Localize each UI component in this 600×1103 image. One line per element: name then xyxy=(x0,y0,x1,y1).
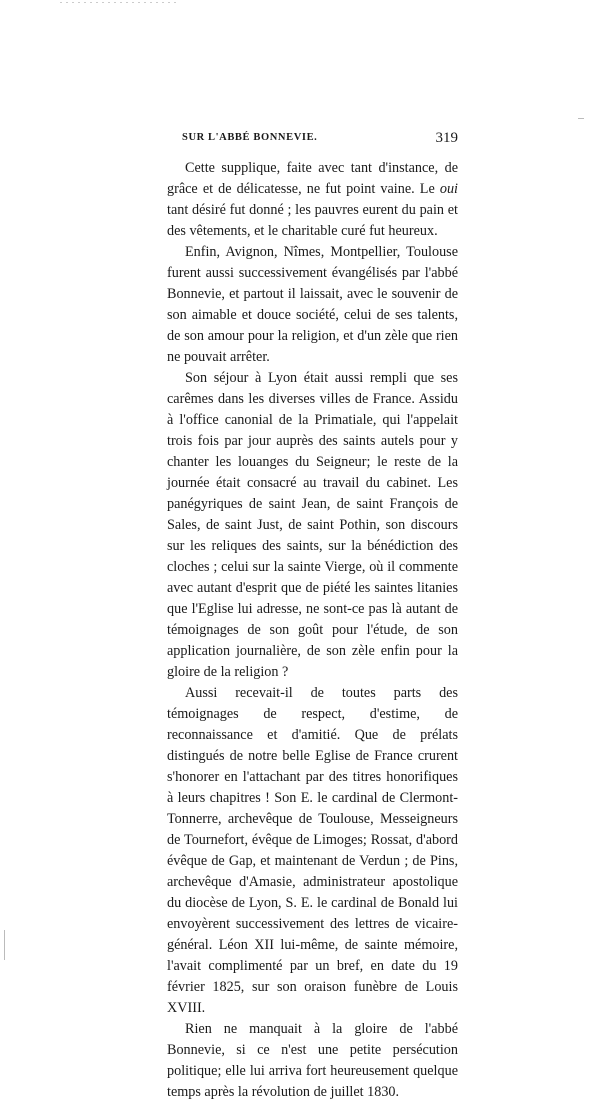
page-number: 319 xyxy=(435,130,458,146)
left-edge-mark xyxy=(4,930,5,960)
paragraph-4: Aussi recevait-il de toutes parts des témoignages de respect, d'estime, de reconnaissance et d'amitié. Que de prélats distingués de notre belle Eglise de France crurent s'honorer en l'attachant par des titres honorifiques à leurs chapitres ! Son E. le cardinal de Clermont-Tonnerre, archevêque de Toulouse, Messeigneurs de Tournefort, évêque de Limoges; Rossat, d'abord évêque de Gap, et maintenant de Verdun ; de Pins, archevêque d'Amasie, administrateur apostolique du diocèse de Lyon, S. E. le cardinal de Bonald lui envoyèrent successivement des lettres de vicaire-général. Léon XII lui-même, de sainte mémoire, l'avait complimenté par un bref, en date du 19 février 1825, sur son oraison funèbre de Louis XVIII. xyxy=(167,685,458,1016)
paragraph-1 xyxy=(167,158,458,242)
paragraph-1-emphasis: oui xyxy=(439,181,458,197)
paragraph-1-before: Cette supplique, faite avec tant d'instance, de grâce et de délicatesse, ne fut point vaine. Le xyxy=(167,160,458,197)
paragraph-5: Rien ne manquait à la gloire de l'abbé Bonnevie, si ce n'est une petite persécution politique; elle lui arriva fort heureusement quelque temps après la révolution de juillet 1830. xyxy=(167,1021,458,1100)
running-title: SUR L'ABBÉ BONNEVIE. xyxy=(182,132,318,143)
right-edge-mark xyxy=(578,118,584,119)
paragraph-1-after: tant désiré fut donné ; les pauvres eurent du pain et des vêtements, et le charitable curé fut heureux. xyxy=(167,202,458,239)
paragraph-2: Enfin, Avignon, Nîmes, Montpellier, Toulouse furent aussi successivement évangélisés par l'abbé Bonnevie, et partout il laissait, avec le souvenir de son aimable et douce société, celui de ses talents, de son amour pour la religion, et d'un zèle que rien ne pouvait arrêter. xyxy=(167,244,458,365)
page-header xyxy=(160,132,458,148)
body-text xyxy=(167,158,458,1103)
top-edge-marks xyxy=(60,2,180,3)
paragraph-3: Son séjour à Lyon était aussi rempli que ses carêmes dans les diverses villes de France. Assidu à l'office canonial de la Primatiale, qui l'appelait trois fois par jour auprès des saints autels pour y chanter les louanges du Seigneur; le reste de la journée était consacré au travail du cabinet. Les panégyriques de saint Jean, de saint François de Sales, de saint Just, de saint Pothin, son discours sur les reliques des saints, sur la bénédiction des cloches ; celui sur la sainte Vierge, où il commente avec autant d'esprit que de piété les saintes litanies que l'Eglise lui adresse, ne sont-ce pas là autant de témoignages de son goût pour l'étude, de son application journalière, de son zèle enfin pour la gloire de la religion ? xyxy=(167,370,458,680)
